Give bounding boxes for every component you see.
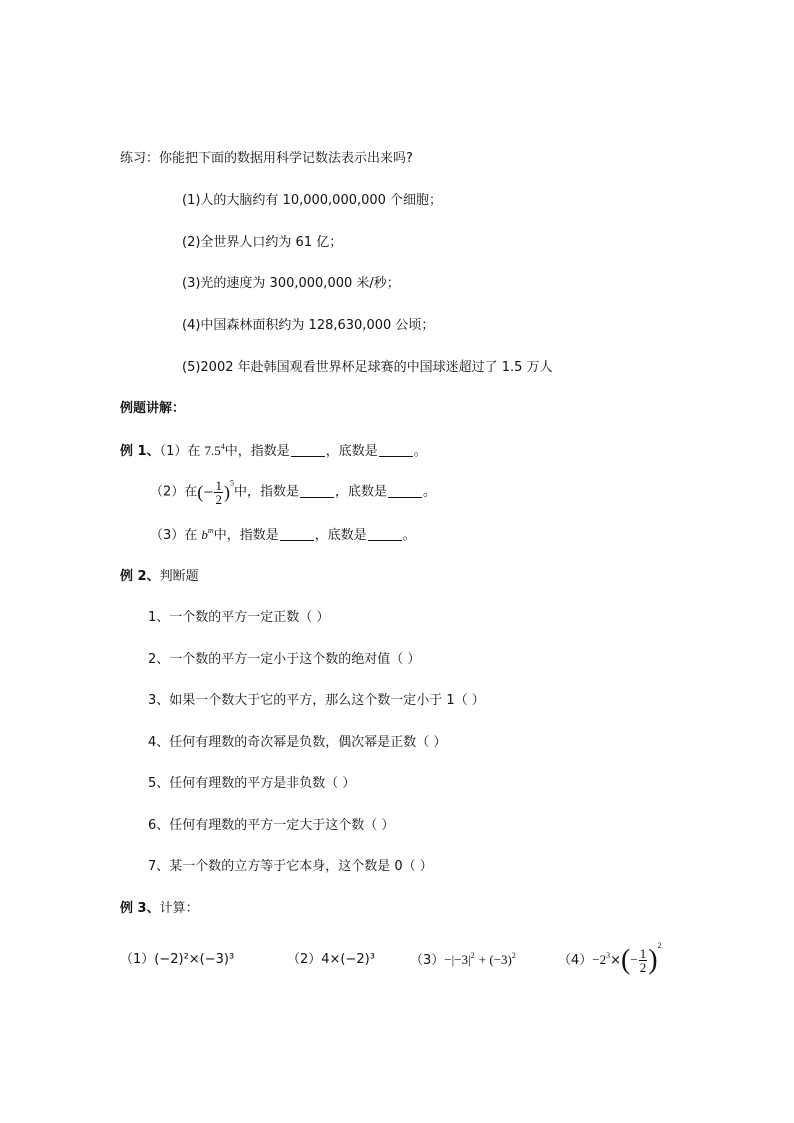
- ex3-calc-1: （1）(−2)²×(−3)³: [120, 952, 235, 967]
- ex1-p2-exp: 5: [229, 478, 234, 488]
- examples-heading: 例题讲解：: [120, 401, 186, 416]
- practice-item-1: (1)人的大脑约有 10,000,000,000 个细胞；: [182, 193, 443, 208]
- ex2-heading: [120, 568, 199, 586]
- ex3-c4-numerator: 1: [639, 946, 647, 961]
- ex3-c3-term-exp: 2: [511, 951, 516, 960]
- ex1-p2-base-blank[interactable]: [388, 485, 422, 498]
- ex3-c4-open-paren: (: [621, 944, 631, 976]
- ex3-c3-abs-exp: 2: [470, 951, 475, 960]
- ex1-p1-exp-blank[interactable]: [291, 444, 325, 457]
- ex1-p3-period: 。: [402, 528, 416, 543]
- practice-title: 练习：你能把下面的数据用科学记数法表示出来吗?: [120, 151, 413, 166]
- ex1-p3-base: b: [201, 527, 208, 542]
- ex1-p1-prefix: （1）在: [159, 444, 205, 459]
- ex1-p1-comma: ，底数是: [325, 444, 378, 459]
- practice-item-3: (3)光的速度为 300,000,000 米/秒；: [182, 276, 400, 291]
- ex2-item-3: 3、如果一个数大于它的平方，那么这个数一定小于 1（ ）: [148, 693, 485, 708]
- ex3-c3-term: + (−3): [478, 952, 512, 967]
- ex2-label: 例 2、: [120, 569, 160, 584]
- ex1-p3-base-blank[interactable]: [368, 528, 402, 541]
- practice-item-5: (5)2002 年赴韩国观看世界杯足球赛的中国球迷超过了 1.5 万人: [182, 360, 553, 375]
- ex1-p2-exp-blank[interactable]: [300, 485, 334, 498]
- ex3-calc-2: （2）4×(−2)³: [287, 952, 375, 967]
- ex1-p2-mid: 中，指数是: [233, 484, 299, 500]
- ex2-item-2: 2、一个数的平方一定小于这个数的绝对值（ ）: [148, 652, 421, 667]
- ex3-c4-times: ×: [610, 953, 622, 968]
- ex3-heading: [120, 900, 199, 918]
- ex3-c4-fraction: [639, 947, 648, 974]
- ex3-c4-a: −2: [592, 952, 607, 967]
- ex1-p2-close: ): [223, 482, 230, 502]
- ex1-p2-comma: ，底数是: [334, 484, 387, 500]
- ex2-item-4: 4、任何有理数的奇次幂是负数，偶次幂是正数（ ）: [148, 735, 447, 750]
- ex2-item-1: 1、一个数的平方一定正数（ ）: [148, 610, 330, 625]
- ex3-c3-abs: −|−3|: [444, 952, 471, 967]
- ex3-c4-minus: −: [630, 952, 638, 967]
- practice-item-4: (4)中国森林面积约为 128,630,000 公顷；: [182, 318, 435, 333]
- ex3-c4-close-paren: ): [648, 944, 658, 976]
- ex1-part1: [120, 442, 427, 461]
- ex3-c4-a-exp: 3: [606, 951, 611, 960]
- ex1-p2-period: 。: [422, 484, 436, 500]
- ex3-c3-label: （3）: [410, 953, 445, 968]
- ex1-p2-denominator: 2: [215, 491, 222, 507]
- ex1-p3-exp: m: [207, 526, 214, 535]
- ex1-p2-fraction: [214, 479, 223, 506]
- ex1-p3-prefix: （3）在: [150, 528, 202, 543]
- ex3-title: 计算：: [159, 901, 199, 916]
- ex1-p1-base: 7.5: [204, 443, 221, 458]
- ex1-p1-mid: 中，指数是: [224, 444, 290, 459]
- practice-item-2: (2)全世界人口约为 61 亿；: [182, 235, 343, 250]
- ex2-item-6: 6、任何有理数的平方一定大于这个数（ ）: [148, 818, 395, 833]
- ex2-item-7: 7、某一个数的立方等于它本身，这个数是 0（ ）: [148, 859, 433, 874]
- ex1-p2-numerator: 1: [215, 477, 222, 493]
- ex3-calc-3: [410, 951, 516, 970]
- ex1-p1-base-blank[interactable]: [379, 444, 413, 457]
- ex3-calc-4: [558, 940, 662, 981]
- ex3-c4-denominator: 2: [639, 960, 647, 975]
- ex2-title: 判断题: [159, 569, 199, 584]
- ex1-p1-exp: 4: [220, 442, 225, 451]
- ex3-label: 例 3、: [120, 901, 160, 916]
- ex3-c4-exp: 2: [657, 941, 662, 950]
- ex1-p2-sign: (−: [197, 482, 214, 502]
- ex1-label: 例 1、: [120, 444, 160, 459]
- ex1-part3: [150, 526, 416, 545]
- ex1-p1-period: 。: [413, 444, 427, 459]
- ex1-p3-exp-blank[interactable]: [280, 528, 314, 541]
- ex1-part2: [150, 478, 436, 507]
- ex2-item-5: 5、任何有理数的平方是非负数（ ）: [148, 776, 356, 791]
- ex1-p3-mid: 中，指数是: [213, 528, 279, 543]
- ex1-p2-prefix: （2）在: [150, 484, 198, 500]
- ex1-p3-comma: ，底数是: [314, 528, 367, 543]
- ex3-c4-label: （4）: [558, 953, 593, 968]
